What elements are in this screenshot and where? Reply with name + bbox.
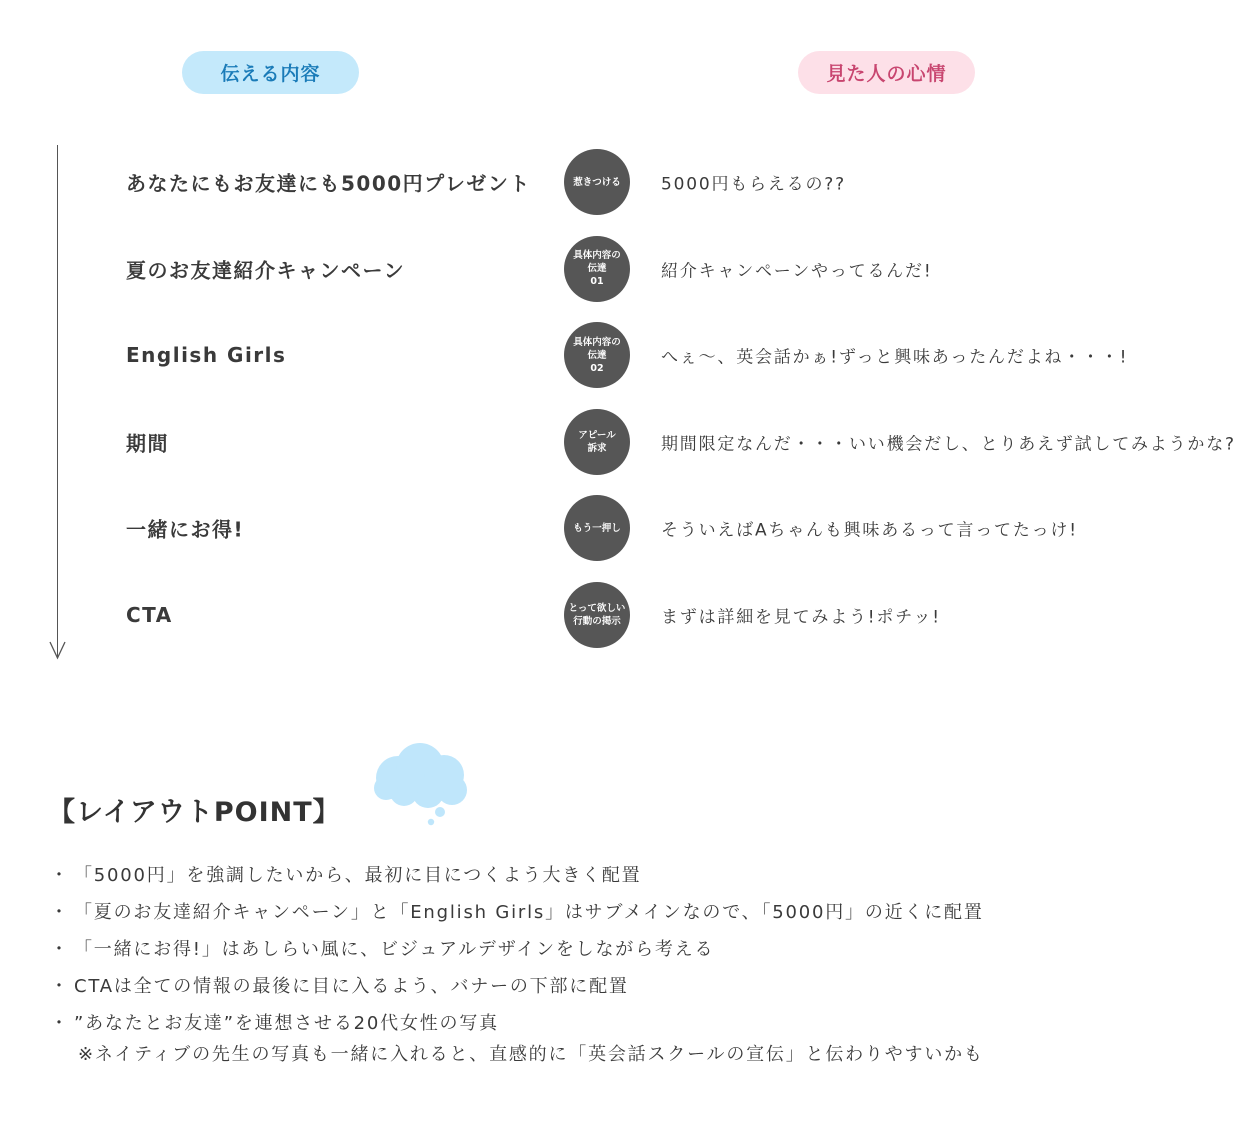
list-item bbox=[50, 934, 1240, 965]
row-badge: もう一押し bbox=[564, 495, 630, 561]
point-text: CTAは全ての情報の最後に目に入るよう、バナーの下部に配置 bbox=[74, 976, 629, 997]
thought-cloud-icon bbox=[368, 740, 470, 830]
row-label: CTA bbox=[126, 602, 173, 627]
point-text: ”あなたとお友達”を連想させる20代女性の写真 bbox=[74, 1013, 499, 1034]
bullet: ・ bbox=[50, 939, 70, 960]
header-pill-feeling-label: 見た人の心情 bbox=[826, 63, 947, 85]
point-note: ※ネイティブの先生の写真も一緒に入れると、直感的に「英会話スクールの宣伝」と伝わりやすいかも bbox=[78, 1044, 984, 1065]
list-item bbox=[50, 1008, 1240, 1070]
flow-row bbox=[0, 312, 1250, 399]
bullet: ・ bbox=[50, 865, 70, 886]
row-reaction: 紹介キャンペーンやってるんだ! bbox=[661, 261, 933, 281]
row-reaction: 5000円もらえるの?? bbox=[661, 174, 846, 195]
row-reaction: まずは詳細を見てみよう!ポチッ! bbox=[661, 607, 941, 627]
row-label: English Girls bbox=[126, 343, 287, 367]
row-badge: 具体内容の 伝達 02 bbox=[564, 322, 630, 388]
row-badge: とって欲しい 行動の掲示 bbox=[564, 582, 630, 648]
point-text: 「一緒にお得!」はあしらい風に、ビジュアルデザインをしながら考える bbox=[74, 939, 715, 960]
row-badge: 具体内容の 伝達 01 bbox=[564, 236, 630, 302]
row-label: 一緒にお得! bbox=[126, 517, 245, 542]
row-label: 夏のお友達紹介キャンペーン bbox=[126, 258, 406, 282]
bullet: ・ bbox=[50, 1013, 70, 1034]
row-badge: アピール 訴求 bbox=[564, 409, 630, 475]
row-reaction: そういえばAちゃんも興味あるって言ってたっけ! bbox=[661, 520, 1078, 541]
list-item bbox=[50, 860, 1240, 891]
flow-row bbox=[0, 226, 1250, 313]
row-label: 期間 bbox=[126, 431, 169, 455]
flow-rows bbox=[0, 139, 1250, 658]
row-label: あなたにもお友達にも5000円プレゼント bbox=[126, 171, 531, 196]
row-reaction: 期間限定なんだ・・・いい機会だし、とりあえず試してみようかな? bbox=[661, 434, 1236, 454]
flow-row bbox=[0, 572, 1250, 659]
bullet: ・ bbox=[50, 902, 70, 923]
layout-point-heading: 【レイアウトPOINT】 bbox=[48, 797, 341, 828]
flow-row bbox=[0, 399, 1250, 486]
row-badge: 惹きつける bbox=[564, 149, 630, 215]
list-item bbox=[50, 897, 1240, 928]
header-pill-feeling bbox=[798, 51, 975, 94]
layout-point-list bbox=[50, 860, 1240, 1076]
bullet: ・ bbox=[50, 976, 70, 997]
row-reaction: へぇ〜、英会話かぁ!ずっと興味あったんだよね・・・! bbox=[661, 347, 1129, 368]
header-pill-message bbox=[182, 51, 359, 94]
flow-row bbox=[0, 139, 1250, 226]
list-item bbox=[50, 971, 1240, 1002]
flow-row bbox=[0, 485, 1250, 572]
point-text: 「夏のお友達紹介キャンペーン」と「English Girls」はサブメインなので、「5000円」の近くに配置 bbox=[74, 902, 984, 923]
header-pill-message-label: 伝える内容 bbox=[220, 63, 321, 85]
point-text: 「5000円」を強調したいから、最初に目につくよう大きく配置 bbox=[74, 865, 642, 886]
